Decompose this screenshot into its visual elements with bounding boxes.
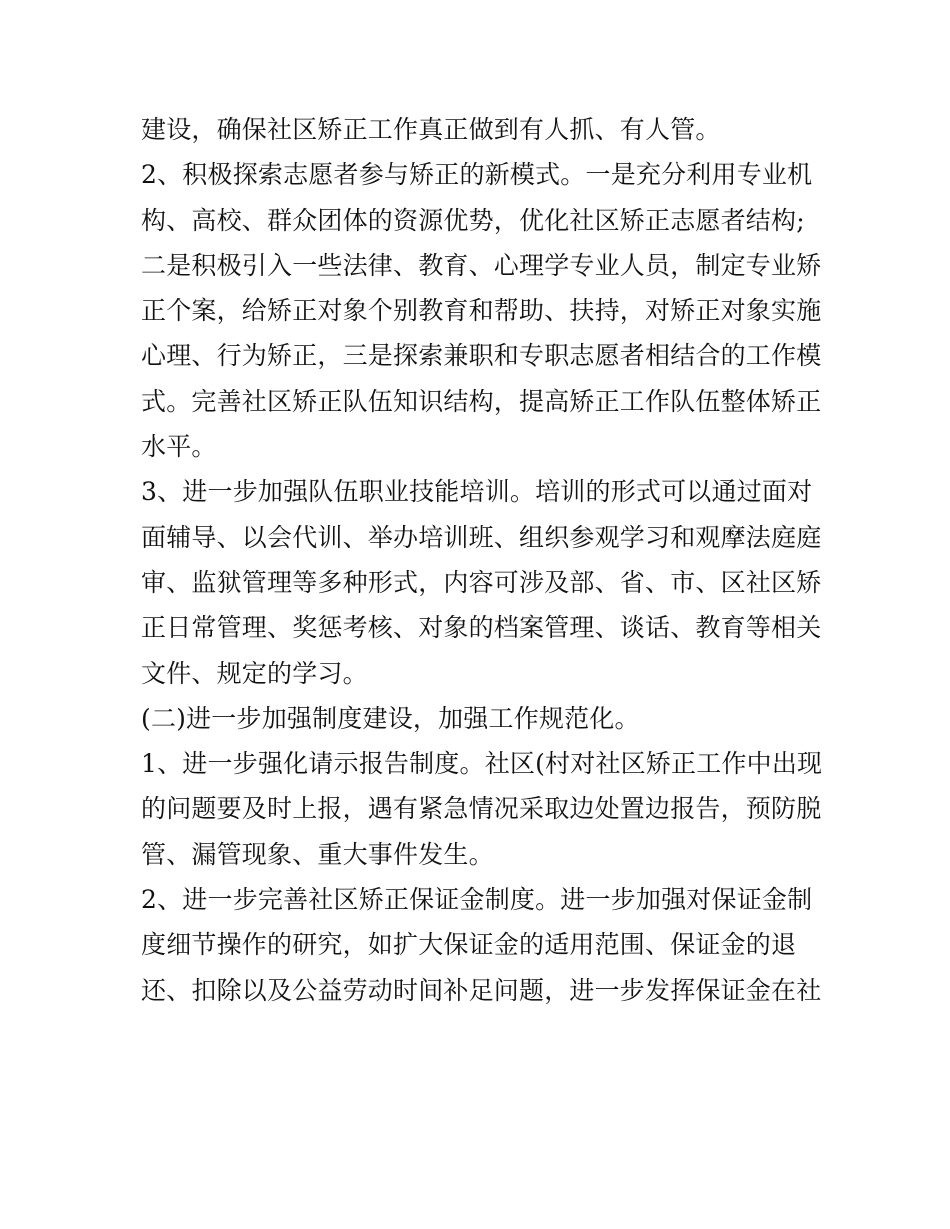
text-line: 面辅导、以会代训、举办培训班、组织参观学习和观摩法庭庭 [141, 522, 822, 552]
text-line: 度细节操作的研究，如扩大保证金的适用范围、保证金的退 [141, 930, 797, 960]
text-line: 管、漏管现象、重大事件发生。 [141, 839, 494, 869]
document-body [141, 107, 821, 1013]
text-line: 还、扣除以及公益劳动时间补足问题，进一步发挥保证金在社 [141, 975, 822, 1005]
text-line: 建设，确保社区矫正工作真正做到有人抓、有人管。 [141, 115, 721, 144]
text-line: 正个案，给矫正对象个别教育和帮助、扶持，对矫正对象实施 [141, 296, 822, 326]
text-line: 审、监狱管理等多种形式，内容可涉及部、省、市、区社区矫 [141, 567, 822, 597]
text-line: 2、积极探索志愿者参与矫正的新模式。一是充分利用专业机 [141, 160, 813, 190]
text-line: 3、进一步加强队伍职业技能培训。培训的形式可以通过面对 [141, 477, 813, 507]
section-heading: (二)进一步加强制度建设，加强工作规范化。 [141, 703, 640, 733]
text-line: 正日常管理、奖惩考核、对象的档案管理、谈话、教育等相关 [141, 613, 822, 643]
text-line: 二是积极引入一些法律、教育、心理学专业人员，制定专业矫 [141, 250, 822, 280]
text-line: 的问题要及时上报，遇有紧急情况采取边处置边报告，预防脱 [141, 794, 822, 824]
text-line: 水平。 [141, 432, 217, 462]
text-line: 文件、规定的学习。 [141, 658, 368, 688]
text-line: 心理、行为矫正，三是探索兼职和专职志愿者相结合的工作模 [141, 341, 822, 371]
text-line: 1、进一步强化请示报告制度。社区(村对社区矫正工作中出现 [141, 749, 823, 779]
text-line: 2、进一步完善社区矫正保证金制度。进一步加强对保证金制 [141, 885, 813, 915]
text-line: 构、高校、群众团体的资源优势，优化社区矫正志愿者结构; [141, 205, 805, 235]
text-line: 式。完善社区矫正队伍知识结构，提高矫正工作队伍整体矫正 [141, 386, 822, 416]
